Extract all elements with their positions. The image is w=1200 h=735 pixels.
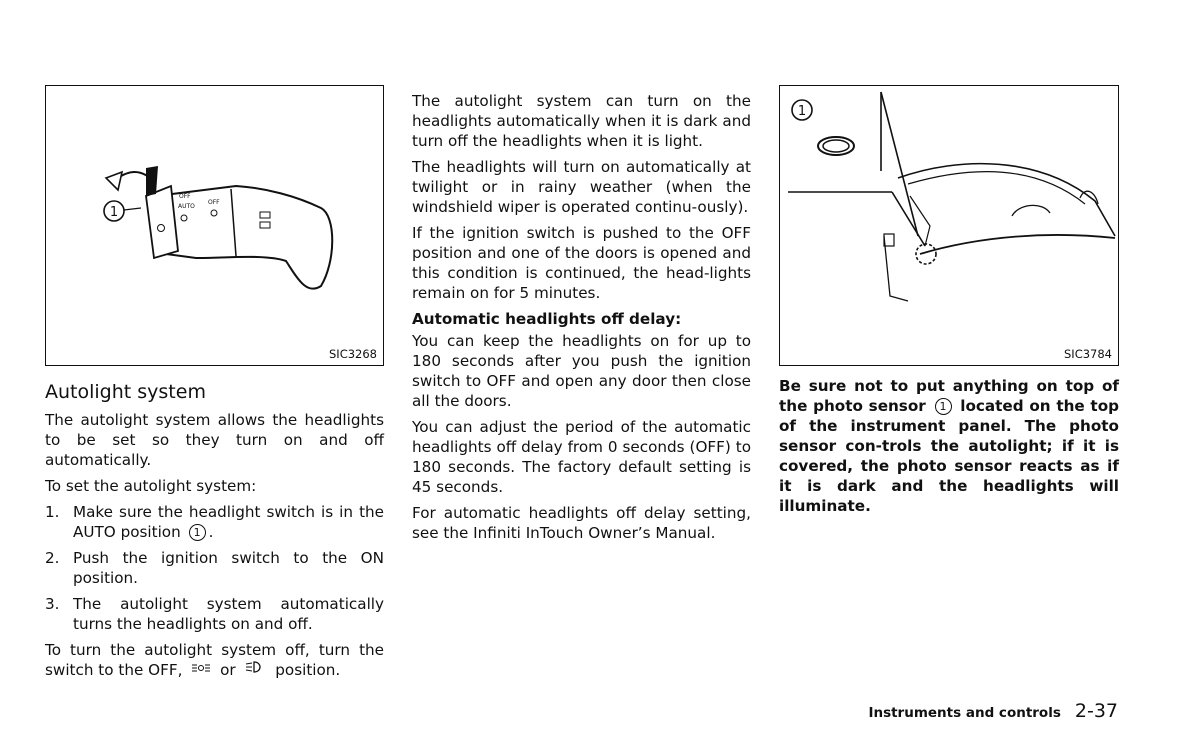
paragraph: The autolight system can turn on the headlights automatically when it is dark and turn off the headlights when it is light. [412, 92, 751, 150]
figure-code: SIC3784 [1064, 347, 1112, 361]
figure-code: SIC3268 [329, 347, 377, 361]
steps-list [45, 502, 384, 634]
step-text-end: . [208, 523, 214, 541]
list-item [45, 548, 384, 588]
switch-marker-label: 1 [109, 205, 119, 220]
marker-1-icon: 1 [189, 524, 206, 541]
intro-paragraph: The autolight system allows the headlights to be set so they turn on and off automatically. [45, 411, 384, 469]
paragraph: If the ignition switch is pushed to the OFF position and one of the doors is opened and this condition is continued, the head-lights remain on for 5 minutes. [412, 224, 751, 302]
switch-label-off-2: OFF [208, 199, 220, 206]
turnoff-or: or [220, 661, 236, 679]
headlight-switch-figure [45, 85, 384, 366]
footer-section: Instruments and controls [868, 705, 1061, 721]
subheading: Automatic headlights off delay: [412, 310, 682, 328]
step-number: 1. [45, 503, 60, 521]
paragraph: The headlights will turn on automatically at twilight or in rainy weather (when the windshield wiper is operated continu-ously). [412, 158, 751, 216]
photo-sensor-figure [779, 85, 1119, 366]
switch-label-off: OFF [179, 193, 191, 200]
section-heading: Autolight system [45, 381, 206, 403]
tail-lamp-icon [191, 661, 211, 681]
photo-sensor-illustration [780, 86, 1117, 348]
warning-text-end: located on the top of the instrument panel. The photo sensor con-trols the autolight; if it is covered, the photo sensor reacts as if it is dark and the headlights will illuminate. [779, 397, 1119, 515]
turnoff-paragraph [45, 640, 384, 681]
step-number: 3. [45, 595, 60, 613]
paragraph: You can adjust the period of the automatic headlights off delay from 0 seconds (OFF) to 180 seconds. The factory default setting is 45 seconds. [412, 418, 751, 496]
step-text: The autolight system automatically turns the headlights on and off. [73, 595, 384, 633]
step-text: Push the ignition switch to the ON position. [73, 549, 384, 587]
warning-paragraph [779, 376, 1119, 516]
steps-lead: To set the autolight system: [45, 477, 257, 495]
column-middle [412, 91, 751, 549]
turnoff-text: To turn the autolight system off, turn the switch to the OFF, [45, 641, 384, 679]
paragraph: You can keep the headlights on for up to 180 seconds after you push the ignition switch to OFF and open any door then close all the doors. [412, 332, 751, 410]
paragraph: For automatic headlights off delay setting, see the Infiniti InTouch Owner’s Manual. [412, 504, 751, 542]
switch-label-auto: AUTO [178, 203, 195, 210]
marker-1-icon: 1 [935, 398, 952, 415]
page-footer [868, 700, 1118, 722]
step-text: Make sure the headlight switch is in the AUTO position [73, 503, 384, 541]
page-number: 2-37 [1074, 700, 1118, 722]
turnoff-text-end: position. [275, 661, 341, 679]
list-item [45, 502, 384, 542]
list-item [45, 594, 384, 634]
step-number: 2. [45, 549, 60, 567]
column-left [45, 380, 384, 687]
sensor-marker-label: 1 [797, 104, 807, 119]
headlight-switch-illustration [46, 86, 382, 346]
column-right [779, 376, 1119, 522]
warning-text: Be sure not to put anything on top of the photo sensor [779, 377, 1119, 415]
headlight-icon [244, 660, 266, 681]
